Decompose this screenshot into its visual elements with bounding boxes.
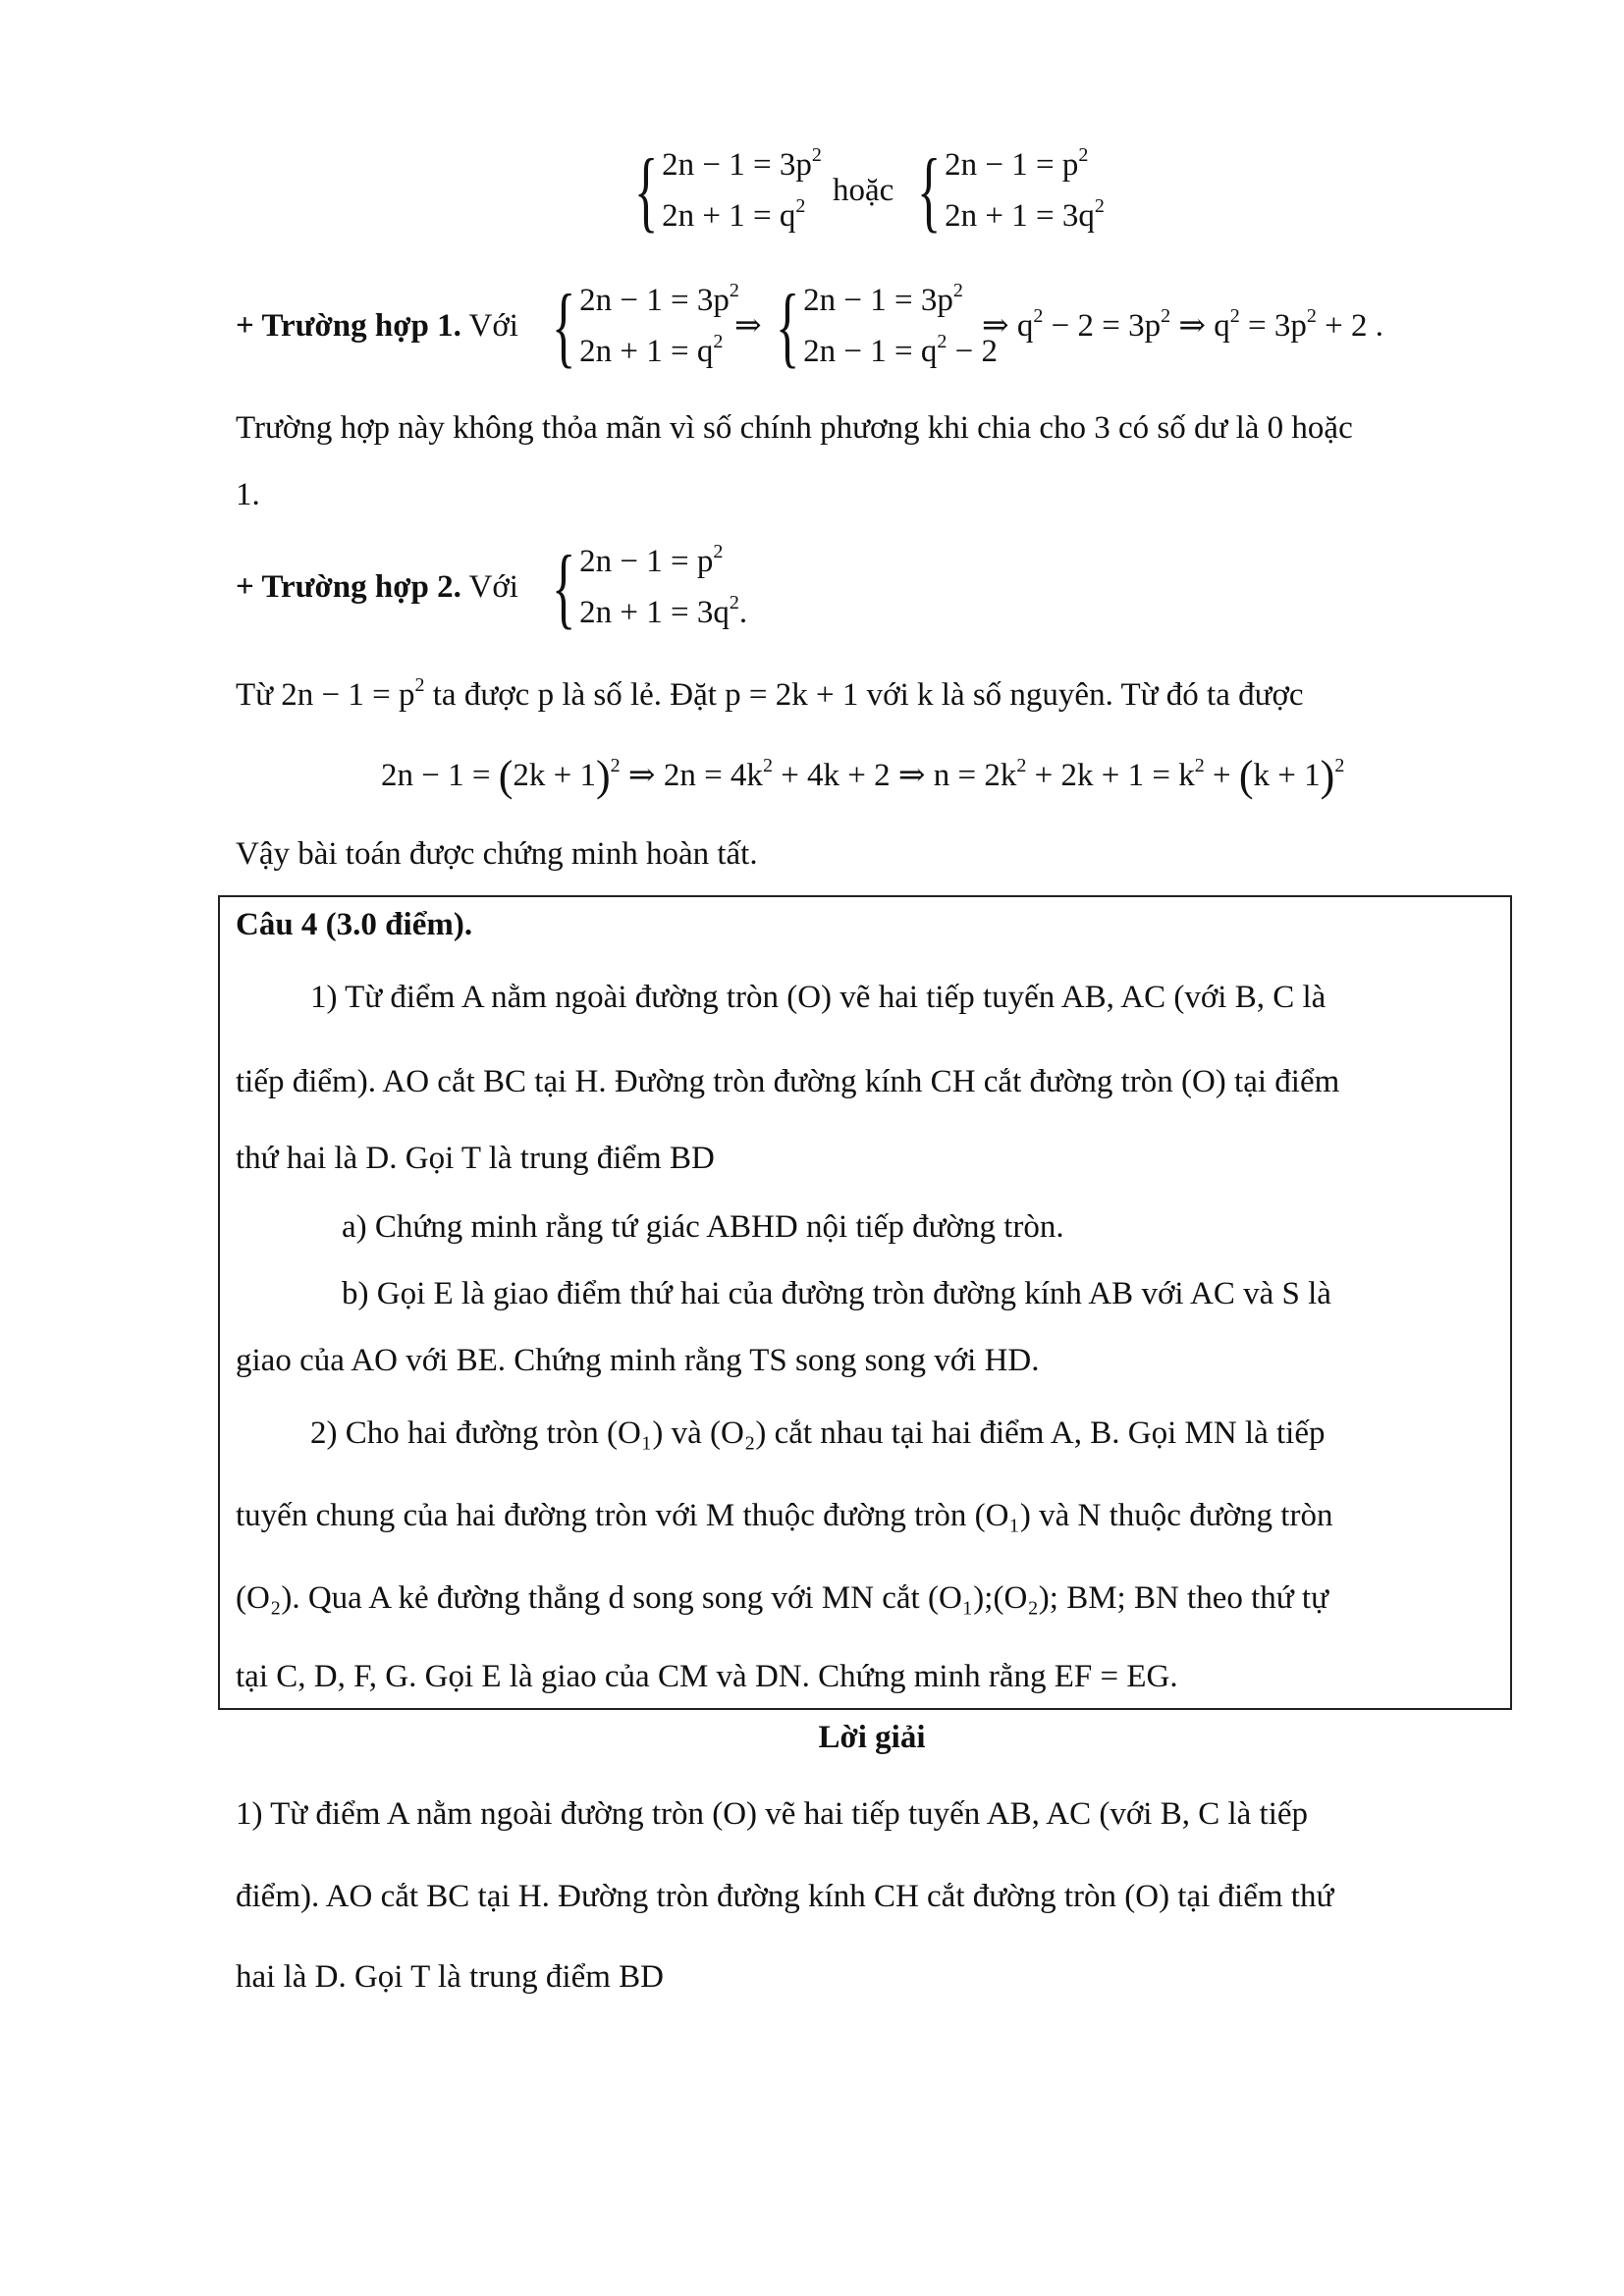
solution-heading: Lời giải <box>818 1720 926 1755</box>
problem-p2-line1: 2) Cho hai đường tròn (O₁) và (O₂) cắt nhau tại hai điểm A, B. Gọi MN là tiếp <box>310 1415 1326 1451</box>
case2-label: + Trường hợp 2. Với <box>236 569 518 605</box>
system-top-right <box>907 139 1105 241</box>
problem-title: Câu 4 (3.0 điểm). <box>236 907 473 942</box>
sys-row: $2n - 1 = 3p^2$ <box>579 280 739 318</box>
sys-row: $2n - 1 = p^2$ <box>945 144 1089 183</box>
case1-note-line1: Trường hợp này không thỏa mãn vì số chính phương khi chia cho 3 có số dư là 0 hoặc <box>236 410 1353 446</box>
left-brace: { <box>551 276 576 376</box>
problem-part-b-line2: giao của AO với BE. Chứng minh rằng TS song song với HD. <box>236 1343 1040 1378</box>
problem-p1-line2: tiếp điểm). AO cắt BC tại H. Đường tròn đường kính CH cắt đường tròn (O) tại điểm <box>236 1064 1340 1099</box>
problem-p1-line1: 1) Từ điểm A nằm ngoài đường tròn (O) vẽ hai tiếp tuyến AB, AC (với B, C là <box>310 980 1326 1015</box>
problem-p2-line2: tuyến chung của hai đường tròn với M thuộc đường tròn (O₁) và N thuộc đường tròn <box>236 1498 1333 1533</box>
case1-label: + Trường hợp 1. Với <box>236 308 518 344</box>
case1-system-a <box>542 275 739 377</box>
case2-text: Từ $2n - 1 = p^2$ ta được p là số lẻ. Đặt p = 2k + 1 với k là số nguyên. Từ đó ta được <box>236 674 1304 713</box>
sys-row: $2n - 1 = 3p^2$ <box>803 280 963 318</box>
problem-part-b-line1: b) Gọi E là giao điểm thứ hai của đường tròn đường kính AB với AC và S là <box>342 1276 1331 1311</box>
problem-part-a: a) Chứng minh rằng tứ giác ABHD nội tiếp đường tròn. <box>342 1209 1064 1245</box>
implies-symbol: ⇒ <box>734 308 762 344</box>
sys-row: $2n + 1 = q^2$ <box>662 195 806 234</box>
solution-line1: 1) Từ điểm A nằm ngoài đường tròn (O) vẽ hai tiếp tuyến AB, AC (với B, C là tiếp <box>236 1796 1309 1832</box>
problem-p1-line3: thứ hai là D. Gọi T là trung điểm BD <box>236 1141 715 1176</box>
left-brace: { <box>775 276 800 376</box>
left-brace: { <box>633 140 659 240</box>
left-brace: { <box>551 537 576 637</box>
case1-note-line2: 1. <box>236 477 260 512</box>
sys-row: $2n + 1 = 3q^2$. <box>579 592 748 630</box>
solution-line2: điểm). AO cắt BC tại H. Đường tròn đường kính CH cắt đường tròn (O) tại điểm thứ <box>236 1879 1334 1914</box>
sys-row: $2n - 1 = 3p^2$ <box>662 144 822 183</box>
case1-result: ⇒ $q^2 - 2 = 3p^2$ ⇒ $q^2 = 3p^2 + 2$ . <box>982 305 1384 344</box>
system-top-left <box>624 139 822 241</box>
left-brace: { <box>916 140 942 240</box>
problem-p2-line3: (O₂). Qua A kẻ đường thẳng d song song với MN cắt (O₁);(O₂); BM; BN theo thứ tự <box>236 1580 1328 1616</box>
solution-line3: hai là D. Gọi T là trung điểm BD <box>236 1959 664 1995</box>
case1-system-b <box>766 275 998 377</box>
case2-equation: $2n - 1 = (2k + 1)^2$ ⇒ $2n = 4k^2 + 4k + 2$ ⇒ $n = 2k^2 + 2k + 1 = k^2 + (k + 1)^2$ <box>381 752 1345 800</box>
sys-row: $2n - 1 = q^2 - 2$ <box>803 331 999 369</box>
case2-conclusion: Vậy bài toán được chứng minh hoàn tất. <box>236 836 758 872</box>
conjunction-text: hoặc <box>833 173 894 208</box>
sys-row: $2n - 1 = p^2$ <box>579 541 724 579</box>
case2-system <box>542 536 747 638</box>
sys-row: $2n + 1 = 3q^2$ <box>945 195 1105 234</box>
problem-p2-line4: tại C, D, F, G. Gọi E là giao của CM và DN. Chứng minh rằng EF = EG. <box>236 1659 1178 1694</box>
sys-row: $2n + 1 = q^2$ <box>579 331 724 369</box>
